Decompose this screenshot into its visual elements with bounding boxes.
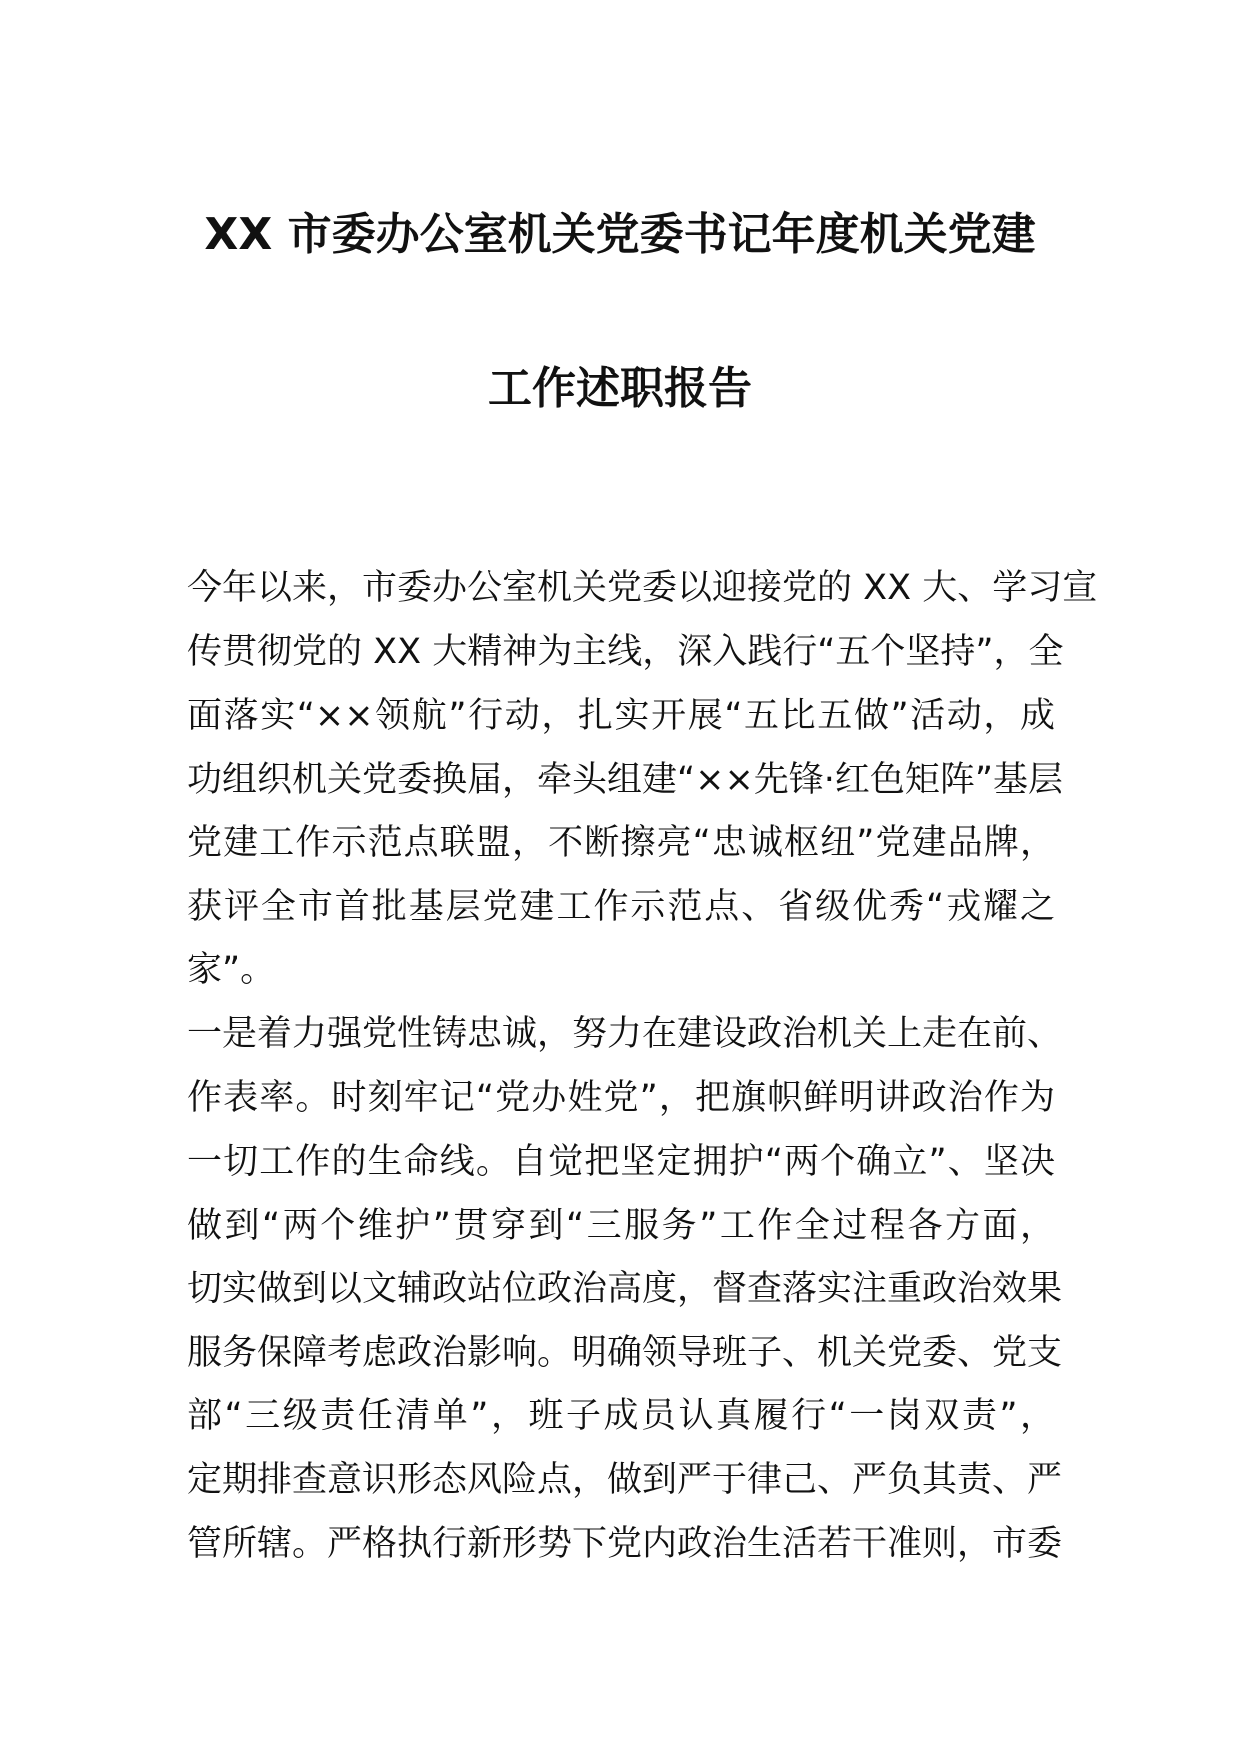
paragraph-1-line-4: 功组织机关党委换届，牵头组建“××先锋·红色矩阵”基层 [187,760,1064,800]
paragraph-1-line-3: 面落实“××领航”行动，扎实开展“五比五做”活动，成 [187,696,1055,736]
paragraph-1-line-6: 获评全市首批基层党建工作示范点、省级优秀“戎耀之 [187,887,1055,927]
paragraph-2-line-6: 服务保障考虑政治影响。明确领导班子、机关党委、党支 [187,1333,1063,1373]
paragraph-2-line-5: 切实做到以文辅政站位政治高度，督查落实注重政治效果 [187,1269,1063,1309]
document-title-line-1: XX 市委办公室机关党委书记年度机关党建 [204,209,1036,260]
paragraph-2-line-2: 作表率。时刻牢记“党办姓党”，把旗帜鲜明讲政治作为 [187,1078,1055,1118]
paragraph-2-line-8: 定期排查意识形态风险点，做到严于律己、严负其责、严 [187,1460,1063,1500]
paragraph-2-line-4: 做到“两个维护”贯穿到“三服务”工作全过程各方面， [187,1206,1055,1246]
paragraph-2-line-1: 一是着力强党性铸忠诚，努力在建设政治机关上走在前、 [187,1014,1063,1054]
document-title-line-2: 工作述职报告 [488,363,752,414]
paragraph-1-line-7: 家”。 [187,950,276,990]
paragraph-1-line-2: 传贯彻党的 XX 大精神为主线，深入践行“五个坚持”，全 [187,632,1064,672]
paragraph-1-line-5: 党建工作示范点联盟，不断擦亮“忠诚枢纽”党建品牌， [187,823,1055,863]
paragraph-2-line-7: 部“三级责任清单”，班子成员认真履行“一岗双责”， [187,1396,1055,1436]
paragraph-2-line-3: 一切工作的生命线。自觉把坚定拥护“两个确立”、坚决 [187,1142,1055,1182]
paragraph-1-line-1: 今年以来，市委办公室机关党委以迎接党的 XX 大、学习宣 [187,568,1098,608]
paragraph-2-line-9: 管所辖。严格执行新形势下党内政治生活若干准则，市委 [187,1524,1063,1564]
